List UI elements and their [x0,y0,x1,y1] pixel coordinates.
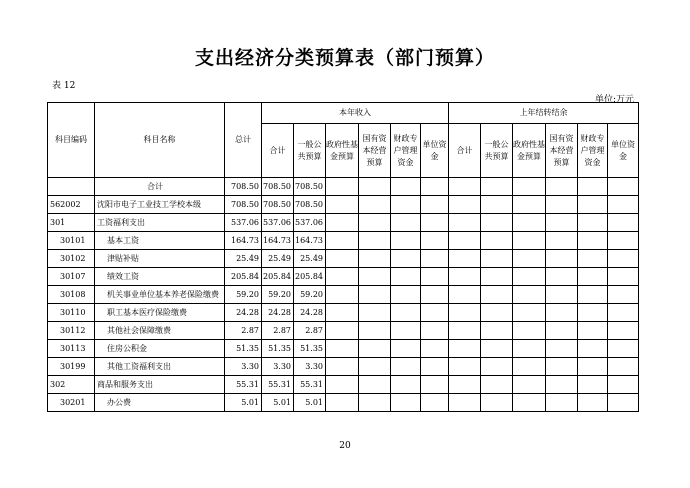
cell-name: 住房公积金 [95,340,225,358]
cell-empty [449,322,481,340]
table-row [48,250,639,268]
header-income-state-capital: 国有资本经营预算 [359,124,391,178]
cell-empty [481,394,513,412]
cell-code: 30110 [48,304,95,322]
cell-code: 302 [48,376,95,394]
cell-empty [449,340,481,358]
cell-empty [608,358,639,376]
cell-name: 基本工资 [95,232,225,250]
cell-empty [449,214,481,232]
cell-empty [513,394,546,412]
cell-empty [546,322,578,340]
cell-empty [608,178,639,196]
cell-code [48,178,95,196]
cell-empty [608,196,639,214]
cell-empty [449,304,481,322]
cell-empty [546,340,578,358]
cell-total: 55.31 [225,376,262,394]
table-row [48,376,639,394]
table-row [48,268,639,286]
cell-empty [391,214,421,232]
cell-income-general: 708.50 [294,196,326,214]
cell-empty [359,232,391,250]
cell-total: 205.84 [225,268,262,286]
cell-empty [326,196,359,214]
cell-income-general: 51.35 [294,340,326,358]
cell-empty [421,340,449,358]
cell-empty [578,304,608,322]
cell-name: 商品和服务支出 [95,376,225,394]
cell-empty [513,358,546,376]
cell-empty [578,286,608,304]
cell-name: 合计 [95,178,225,196]
cell-empty [608,286,639,304]
cell-name: 职工基本医疗保险缴费 [95,304,225,322]
cell-income-general: 25.49 [294,250,326,268]
cell-empty [326,358,359,376]
cell-empty [391,304,421,322]
cell-code: 30201 [48,394,95,412]
cell-name: 办公费 [95,394,225,412]
cell-empty [608,250,639,268]
cell-empty [421,196,449,214]
cell-empty [421,322,449,340]
header-income-sum: 合计 [262,124,294,178]
cell-empty [326,268,359,286]
cell-code: 30102 [48,250,95,268]
cell-empty [449,178,481,196]
header-income-unit-funds: 单位资金 [421,124,449,178]
table-row [48,304,639,322]
cell-empty [421,250,449,268]
cell-income-sum: 51.35 [262,340,294,358]
cell-empty [359,304,391,322]
cell-empty [513,340,546,358]
cell-total: 24.28 [225,304,262,322]
cell-empty [513,376,546,394]
cell-empty [608,394,639,412]
cell-empty [359,178,391,196]
cell-code: 30112 [48,322,95,340]
cell-empty [326,340,359,358]
table-row [48,340,639,358]
cell-empty [578,394,608,412]
header-name: 科目名称 [95,103,225,178]
cell-income-sum: 708.50 [262,196,294,214]
cell-total: 51.35 [225,340,262,358]
cell-empty [359,376,391,394]
table-row [48,394,639,412]
cell-income-sum: 205.84 [262,268,294,286]
cell-empty [481,178,513,196]
table-row [48,286,639,304]
cell-empty [513,250,546,268]
cell-empty [359,196,391,214]
cell-income-sum: 708.50 [262,178,294,196]
cell-name: 其他社会保障缴费 [95,322,225,340]
cell-code: 301 [48,214,95,232]
cell-empty [481,232,513,250]
cell-empty [359,250,391,268]
cell-empty [481,268,513,286]
cell-empty [359,268,391,286]
cell-empty [359,286,391,304]
cell-empty [546,358,578,376]
cell-empty [578,322,608,340]
cell-income-sum: 59.20 [262,286,294,304]
cell-income-general: 55.31 [294,376,326,394]
header-carryover: 上年结转结余 [449,103,639,124]
cell-empty [421,376,449,394]
cell-total: 164.73 [225,232,262,250]
cell-empty [513,322,546,340]
cell-empty [421,232,449,250]
cell-empty [513,196,546,214]
cell-total: 2.87 [225,322,262,340]
cell-name: 其他工资福利支出 [95,358,225,376]
cell-empty [513,232,546,250]
table-row [48,232,639,250]
cell-empty [513,214,546,232]
cell-code: 30107 [48,268,95,286]
table-row [48,214,639,232]
cell-empty [481,304,513,322]
cell-empty [546,214,578,232]
cell-empty [421,214,449,232]
cell-empty [546,196,578,214]
cell-empty [326,394,359,412]
cell-empty [513,304,546,322]
cell-income-general: 164.73 [294,232,326,250]
cell-empty [608,268,639,286]
header-carry-fund: 政府性基金预算 [513,124,546,178]
cell-empty [481,286,513,304]
cell-empty [326,178,359,196]
table-row [48,178,639,196]
unit-label: 单位:万元 [594,95,634,105]
cell-empty [449,376,481,394]
cell-income-general: 3.30 [294,358,326,376]
cell-empty [578,358,608,376]
cell-empty [391,250,421,268]
cell-income-sum: 5.01 [262,394,294,412]
cell-empty [608,214,639,232]
cell-empty [449,358,481,376]
cell-empty [421,394,449,412]
cell-empty [578,196,608,214]
cell-income-general: 59.20 [294,286,326,304]
cell-empty [421,268,449,286]
cell-empty [546,178,578,196]
cell-empty [578,214,608,232]
cell-empty [391,394,421,412]
header-carry-unit-funds: 单位资金 [608,124,639,178]
cell-empty [391,358,421,376]
cell-empty [481,340,513,358]
cell-empty [359,322,391,340]
cell-empty [481,376,513,394]
cell-income-sum: 25.49 [262,250,294,268]
table-row [48,196,639,214]
cell-empty [326,376,359,394]
header-income-fund: 政府性基金预算 [326,124,359,178]
cell-empty [546,250,578,268]
cell-name: 工资福利支出 [95,214,225,232]
cell-income-general: 708.50 [294,178,326,196]
header-carry-special-account: 财政专户管理资金 [578,124,608,178]
header-income-general: 一般公共预算 [294,124,326,178]
cell-income-general: 5.01 [294,394,326,412]
cell-total: 537.06 [225,214,262,232]
cell-empty [391,232,421,250]
cell-empty [546,394,578,412]
header-carry-general: 一般公共预算 [481,124,513,178]
cell-income-general: 537.06 [294,214,326,232]
cell-empty [608,322,639,340]
cell-income-general: 205.84 [294,268,326,286]
page-title: 支出经济分类预算表（部门预算） [194,47,495,69]
cell-empty [421,358,449,376]
cell-empty [578,376,608,394]
cell-income-sum: 537.06 [262,214,294,232]
cell-empty [359,394,391,412]
cell-empty [326,304,359,322]
table-number: 表 12 [52,81,76,91]
budget-table [47,102,639,412]
cell-total: 59.20 [225,286,262,304]
cell-code: 30113 [48,340,95,358]
cell-empty [421,304,449,322]
cell-empty [578,178,608,196]
cell-empty [326,214,359,232]
cell-empty [513,286,546,304]
cell-name: 津贴补贴 [95,250,225,268]
cell-empty [481,358,513,376]
cell-income-general: 2.87 [294,322,326,340]
cell-empty [421,286,449,304]
cell-code: 30101 [48,232,95,250]
cell-empty [481,214,513,232]
cell-empty [449,250,481,268]
cell-total: 25.49 [225,250,262,268]
cell-empty [578,340,608,358]
cell-empty [481,322,513,340]
cell-empty [449,394,481,412]
cell-empty [546,268,578,286]
cell-total: 3.30 [225,358,262,376]
cell-empty [546,304,578,322]
cell-name: 沈阳市电子工业技工学校本级 [95,196,225,214]
cell-income-sum: 55.31 [262,376,294,394]
cell-total: 708.50 [225,196,262,214]
cell-income-sum: 24.28 [262,304,294,322]
header-income-special-account: 财政专户管理资金 [391,124,421,178]
cell-income-general: 24.28 [294,304,326,322]
cell-empty [513,268,546,286]
cell-empty [421,178,449,196]
cell-empty [326,250,359,268]
cell-empty [449,286,481,304]
header-total: 总计 [225,103,262,178]
cell-empty [449,196,481,214]
cell-empty [449,232,481,250]
cell-empty [608,340,639,358]
cell-empty [391,196,421,214]
cell-empty [608,376,639,394]
cell-code: 30199 [48,358,95,376]
cell-code: 562002 [48,196,95,214]
cell-empty [326,286,359,304]
cell-empty [608,232,639,250]
cell-code: 30108 [48,286,95,304]
cell-empty [391,376,421,394]
cell-income-sum: 164.73 [262,232,294,250]
cell-empty [359,340,391,358]
cell-empty [608,304,639,322]
cell-empty [391,340,421,358]
cell-total: 5.01 [225,394,262,412]
cell-empty [578,268,608,286]
cell-empty [481,196,513,214]
table-row [48,322,639,340]
cell-empty [359,358,391,376]
cell-income-sum: 3.30 [262,358,294,376]
cell-empty [359,214,391,232]
cell-empty [578,232,608,250]
header-carry-state-capital: 国有资本经营预算 [546,124,578,178]
cell-empty [391,286,421,304]
cell-empty [326,322,359,340]
cell-empty [449,268,481,286]
table-row [48,358,639,376]
cell-total: 708.50 [225,178,262,196]
cell-empty [391,322,421,340]
header-code: 科目编码 [48,103,95,178]
cell-empty [578,250,608,268]
cell-empty [326,232,359,250]
cell-name: 机关事业单位基本养老保险缴费 [95,286,225,304]
header-current-income: 本年收入 [262,103,449,124]
page-number: 20 [339,441,351,451]
cell-name: 绩效工资 [95,268,225,286]
cell-income-sum: 2.87 [262,322,294,340]
cell-empty [391,178,421,196]
header-carry-sum: 合计 [449,124,481,178]
cell-empty [546,232,578,250]
cell-empty [513,178,546,196]
cell-empty [546,286,578,304]
cell-empty [546,376,578,394]
cell-empty [391,268,421,286]
cell-empty [481,250,513,268]
